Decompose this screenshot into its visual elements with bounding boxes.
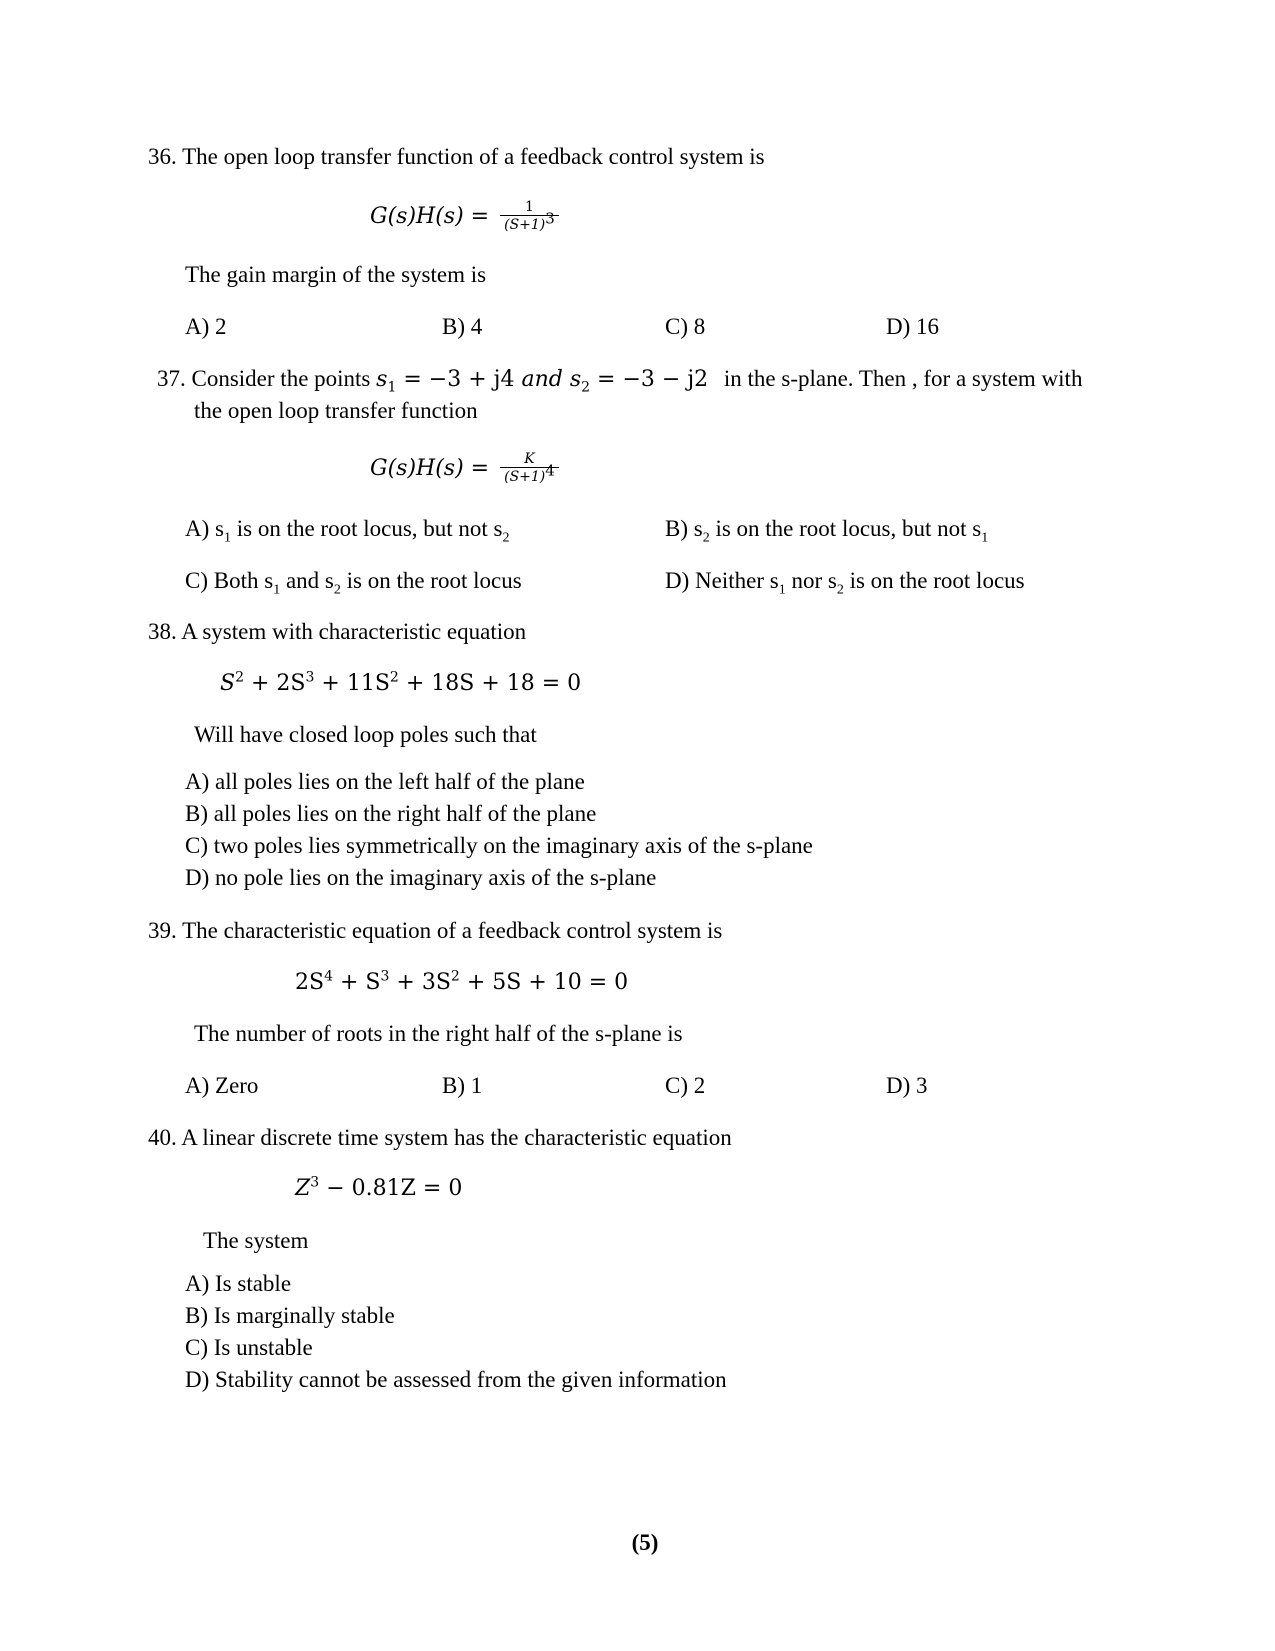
q39-option-d: D) 3 [886, 1073, 928, 1098]
q37-stem-line2: the open loop transfer function [194, 398, 478, 423]
q38-equation [220, 671, 581, 696]
q37-s2-val: = −3 − j2 [590, 367, 709, 392]
q37-option-d [665, 568, 1025, 598]
q38-option-b: B) all poles lies on the right half of the plane [185, 801, 597, 826]
q39-option-a: A) Zero [185, 1073, 259, 1098]
q39-equation [295, 970, 628, 995]
q36-option-c: C) 8 [665, 314, 706, 339]
q37-option-d-suffix: is on the root locus [843, 568, 1025, 593]
q37-option-c-mid: and s [280, 568, 334, 593]
q37-eq-numerator: K [524, 451, 535, 467]
q39-option-b: B) 1 [442, 1073, 483, 1098]
q38-eq-e2: 3 [305, 669, 315, 686]
q37-option-d-sub1: 1 [778, 582, 786, 598]
q36-option-d: D) 16 [886, 314, 940, 339]
q36-eq-den-base: (S+1) [504, 217, 546, 234]
q36-eq-lhs: G(s)H(s) = [370, 203, 490, 229]
q37-eq-lhs: G(s)H(s) = [370, 455, 490, 481]
q40-option-d: D) Stability cannot be assessed from the given information [185, 1367, 727, 1392]
q37-option-a-sub2: 2 [502, 530, 510, 546]
q38-option-c: C) two poles lies symmetrically on the imaginary axis of the s-plane [185, 833, 813, 858]
q37-option-c [185, 568, 522, 598]
q37-s2-sub: 2 [581, 379, 591, 396]
q39-eq-t4: + 5S + 10 = 0 [459, 970, 629, 995]
q39-eq-e2: 3 [380, 968, 390, 985]
q37-s2-var: s [562, 367, 582, 392]
q40-eq-e1: 3 [310, 1174, 320, 1191]
q37-option-a [185, 516, 510, 546]
q37-option-b [665, 516, 989, 546]
q38-eq-t1: S [220, 671, 236, 696]
q37-option-a-sub1: 1 [223, 530, 231, 546]
q39-eq-t2: + S [333, 970, 381, 995]
q38-options [185, 766, 813, 894]
q37-stem-end: in the s-plane. Then , for a system with [723, 366, 1083, 391]
q40-prompt: The system [203, 1228, 309, 1253]
q36-equation [370, 200, 559, 234]
q37-option-c-sub2: 2 [333, 582, 341, 598]
q40-eq-t2: − 0.81Z = 0 [319, 1176, 463, 1201]
q36-prompt: The gain margin of the system is [185, 262, 487, 287]
q37-eq-den-base: (S+1) [504, 469, 546, 486]
q37-and-word: and [521, 367, 563, 392]
q37-option-c-prefix: C) Both s [185, 568, 274, 593]
q37-option-b-sub2: 1 [981, 530, 989, 546]
q39-eq-e3: 2 [450, 968, 460, 985]
q37-option-c-sub1: 1 [273, 582, 281, 598]
q38-eq-t3: + 11S [314, 671, 390, 696]
q37-s1-var: s [376, 367, 388, 392]
q37-s1-sub: 1 [387, 379, 397, 396]
page-number: (5) [631, 1530, 659, 1555]
q38-eq-t4: + 18S + 18 = 0 [398, 671, 582, 696]
q37-points [376, 367, 709, 396]
q37-option-d-sub2: 2 [836, 582, 844, 598]
q39-option-c: C) 2 [665, 1073, 706, 1098]
q39-prompt: The number of roots in the right half of the s-plane is [194, 1021, 683, 1046]
q39-eq-t1: 2S [295, 970, 325, 995]
q38-eq-e1: 2 [235, 669, 244, 686]
q38-option-a: A) all poles lies on the left half of the plane [185, 769, 585, 794]
q38-eq-e3: 2 [389, 669, 399, 686]
q40-eq-t1: Z [295, 1176, 311, 1201]
q36-eq-fraction [500, 200, 559, 234]
q38-option-d: D) no pole lies on the imaginary axis of the s-plane [185, 865, 657, 890]
q36-option-a: A) 2 [185, 314, 227, 339]
q38-eq-t2: + 2S [244, 671, 306, 696]
q37-option-a-prefix: A) s [185, 516, 224, 541]
q37-option-a-mid: is on the root locus, but not s [230, 516, 503, 541]
q36-eq-den-exp: 3 [545, 209, 555, 228]
q37-stem [157, 366, 1083, 396]
q40-stem: 40. A linear discrete time system has the characteristic equation [148, 1125, 732, 1150]
q37-option-d-mid: nor s [785, 568, 837, 593]
q38-prompt: Will have closed loop poles such that [194, 722, 537, 747]
q40-options [185, 1268, 727, 1396]
q40-option-c: C) Is unstable [185, 1335, 313, 1360]
q40-option-a: A) Is stable [185, 1271, 292, 1296]
q36-option-b: B) 4 [442, 314, 483, 339]
q37-eq-denominator [500, 461, 559, 486]
q37-option-c-suffix: is on the root locus [340, 568, 522, 593]
q37-option-b-prefix: B) s [665, 516, 703, 541]
q36-eq-denominator [500, 209, 559, 234]
q39-stem: 39. The characteristic equation of a feedback control system is [148, 918, 723, 943]
q40-option-b: B) Is marginally stable [185, 1303, 395, 1328]
q36-stem: 36. The open loop transfer function of a feedback control system is [148, 144, 765, 169]
q39-eq-e1: 4 [324, 968, 333, 985]
q37-eq-den-exp: 4 [545, 461, 555, 480]
q37-equation [370, 452, 559, 486]
q37-eq-fraction [500, 452, 559, 486]
q36-eq-numerator: 1 [525, 199, 534, 215]
q37-s1-val: = −3 + j4 [396, 367, 522, 392]
q38-stem: 38. A system with characteristic equation [148, 619, 527, 644]
q37-stem-start: 37. Consider the points [157, 366, 371, 391]
q37-option-b-mid: is on the root locus, but not s [709, 516, 982, 541]
q40-equation [295, 1176, 462, 1201]
q37-option-b-sub1: 2 [702, 530, 710, 546]
q39-eq-t3: + 3S [389, 970, 451, 995]
q37-option-d-prefix: D) Neither s [665, 568, 779, 593]
